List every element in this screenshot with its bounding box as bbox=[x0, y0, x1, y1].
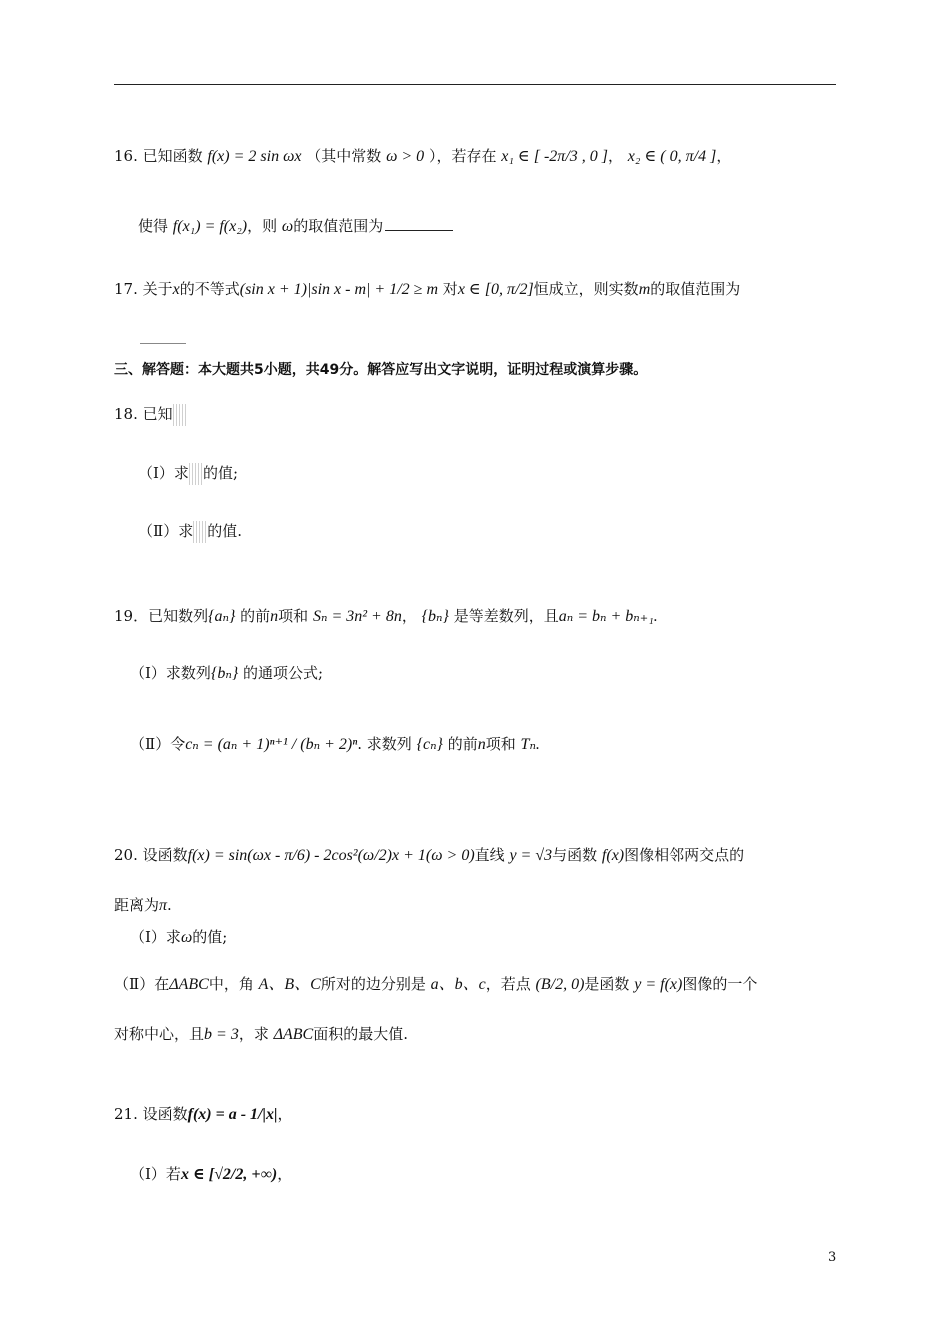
q17-text: 恒成立，则实数 bbox=[533, 280, 639, 298]
q18-text: 18. 已知 bbox=[114, 405, 173, 423]
q19-text: . 求数列 bbox=[357, 735, 412, 753]
q21-function: f(x) = a - 1/|x| bbox=[187, 1106, 278, 1123]
q20-text: 中，角 bbox=[208, 975, 254, 993]
q17-inequality: (sin x + 1)|sin x - m| + 1/2 ≥ m bbox=[239, 281, 439, 298]
q20-triangle: ΔABC bbox=[273, 1026, 314, 1043]
q17-text: 的不等式 bbox=[179, 280, 240, 298]
answer-blank bbox=[385, 230, 453, 231]
q19-text: 的前 bbox=[447, 735, 478, 753]
answer-blank bbox=[140, 343, 186, 344]
q19-T: Tₙ. bbox=[520, 736, 540, 753]
q19-text: 项和 bbox=[278, 607, 309, 625]
q17-line bbox=[114, 280, 740, 299]
q17-text: 对 bbox=[442, 280, 458, 298]
q20-point: (B/2, 0) bbox=[535, 976, 585, 993]
q18-part2 bbox=[138, 521, 242, 543]
q20-line-eq: y = √3 bbox=[509, 847, 553, 864]
q19-sum: Sₙ = 3n² + 8n bbox=[312, 608, 402, 625]
q16-text: 的取值范围为 bbox=[293, 217, 384, 235]
q19-a-seq: {aₙ} bbox=[208, 608, 236, 625]
q16-x1-range: x₁ ∈ [ -2π/3 , 0 ] bbox=[501, 148, 608, 165]
q17-var: x bbox=[172, 281, 180, 298]
q16-line2 bbox=[138, 217, 453, 236]
q19-part1 bbox=[130, 664, 323, 683]
q19-c-seq: {cₙ} bbox=[416, 736, 443, 753]
q20-text: 距离为 bbox=[114, 896, 160, 914]
q20-text: 面积的最大值. bbox=[313, 1025, 408, 1043]
formula-image bbox=[189, 463, 203, 485]
q19-var: n bbox=[477, 736, 486, 753]
q16-line1 bbox=[114, 147, 731, 166]
q20-text: 与函数 bbox=[552, 846, 598, 864]
q20-intro bbox=[114, 846, 744, 865]
q18-text: 的值. bbox=[207, 522, 242, 540]
q20-text: 直线 bbox=[474, 846, 505, 864]
q20-text: ，求 bbox=[238, 1025, 269, 1043]
q21-part1 bbox=[130, 1165, 292, 1184]
q20-text: 是函数 bbox=[584, 975, 630, 993]
q16-text: ），若存在 bbox=[428, 147, 497, 165]
header-rule bbox=[114, 84, 836, 85]
q16-text: 16. 已知函数 bbox=[114, 147, 203, 165]
q20-sides: a、b、c bbox=[430, 976, 486, 993]
q20-pi: π bbox=[159, 897, 168, 914]
q20-omega: ω bbox=[180, 929, 193, 946]
section-heading: 三、解答题：本大题共5小题，共49分。解答应写出文字说明，证明过程或演算步骤。 bbox=[114, 362, 648, 378]
q19-text: （Ⅱ）令 bbox=[130, 735, 186, 753]
q21-text: ， bbox=[277, 1105, 293, 1123]
q20-text: 的值; bbox=[192, 928, 228, 946]
q16-equation: f(x₁) = f(x₂) bbox=[172, 218, 248, 235]
q19-part2 bbox=[130, 735, 540, 754]
q20-text: . bbox=[167, 896, 172, 914]
q20-line2 bbox=[114, 896, 172, 915]
q19-text: 是等差数列，且 bbox=[453, 607, 559, 625]
q18-text: （Ⅱ）求 bbox=[138, 522, 194, 540]
q20-yfx: y = f(x) bbox=[634, 976, 683, 993]
q16-sep: ， bbox=[607, 147, 623, 165]
q20-fx: f(x) bbox=[601, 847, 625, 864]
q20-bcond: b = 3 bbox=[204, 1026, 239, 1043]
q19-intro bbox=[114, 607, 658, 626]
q20-line4 bbox=[114, 1025, 408, 1044]
q19-text: 19．已知数列 bbox=[114, 607, 209, 625]
q17-var: m bbox=[638, 281, 651, 298]
page-number: 3 bbox=[828, 1250, 837, 1265]
q19-c-def: cₙ = (aₙ + 1)ⁿ⁺¹ / (bₙ + 2)ⁿ bbox=[185, 736, 358, 753]
q19-var: n bbox=[270, 608, 279, 625]
formula-image bbox=[193, 521, 207, 543]
q20-text: 图像相邻两交点的 bbox=[624, 846, 745, 864]
q16-text: （其中常数 bbox=[306, 147, 382, 165]
q20-text: ，若点 bbox=[485, 975, 531, 993]
q20-part2 bbox=[114, 975, 757, 994]
q17-domain: x ∈ [0, π/2] bbox=[457, 281, 534, 298]
q19-text: 的通项公式; bbox=[243, 664, 324, 682]
formula-image bbox=[173, 404, 187, 426]
q18-intro bbox=[114, 404, 187, 426]
q16-omega-condition: ω > 0 bbox=[386, 148, 425, 165]
q17-text: 的取值范围为 bbox=[650, 280, 741, 298]
q16-x2-range: x₂ ∈ ( 0, π/4 ] bbox=[627, 148, 717, 165]
q20-triangle: ΔABC bbox=[169, 976, 209, 993]
q19-text: 项和 bbox=[485, 735, 516, 753]
q20-text: 图像的一个 bbox=[682, 975, 758, 993]
q21-intro bbox=[114, 1105, 293, 1124]
q16-text: 使得 bbox=[138, 217, 169, 235]
q16-end: ， bbox=[716, 147, 732, 165]
q20-text: 对称中心，且 bbox=[114, 1025, 205, 1043]
q19-b-seq: {bₙ} bbox=[421, 608, 449, 625]
q21-text: （Ⅰ）若 bbox=[130, 1165, 181, 1183]
q20-part1 bbox=[130, 928, 227, 947]
q19-text: ， bbox=[401, 607, 417, 625]
q21-condition: x ∈ [√2/2, +∞) bbox=[180, 1166, 278, 1183]
q20-angles: A、B、C bbox=[258, 976, 321, 993]
q20-function: f(x) = sin(ωx - π/6) - 2cos²(ω/2)x + 1(ω > 0) bbox=[187, 847, 475, 864]
q20-text: 20. 设函数 bbox=[114, 846, 188, 864]
q20-text: （Ⅰ）求 bbox=[130, 928, 181, 946]
q20-text: 所对的边分别是 bbox=[320, 975, 426, 993]
q16-text: ，则 bbox=[247, 217, 278, 235]
q19-text: 的前 bbox=[240, 607, 271, 625]
q18-text: （Ⅰ）求 bbox=[138, 464, 189, 482]
q19-relation: aₙ = bₙ + bₙ₊₁. bbox=[558, 608, 658, 625]
q21-text: 21. 设函数 bbox=[114, 1105, 188, 1123]
q16-omega: ω bbox=[281, 218, 294, 235]
q19-b-seq: {bₙ} bbox=[210, 665, 239, 682]
q20-text: （Ⅱ）在 bbox=[114, 975, 170, 993]
q16-function: f(x) = 2 sin ωx bbox=[207, 148, 302, 165]
q17-text: 17. 关于 bbox=[114, 280, 173, 298]
q18-text: 的值; bbox=[202, 464, 238, 482]
q19-text: （Ⅰ）求数列 bbox=[130, 664, 211, 682]
q18-part1 bbox=[138, 463, 238, 485]
q21-text: ， bbox=[277, 1165, 293, 1183]
